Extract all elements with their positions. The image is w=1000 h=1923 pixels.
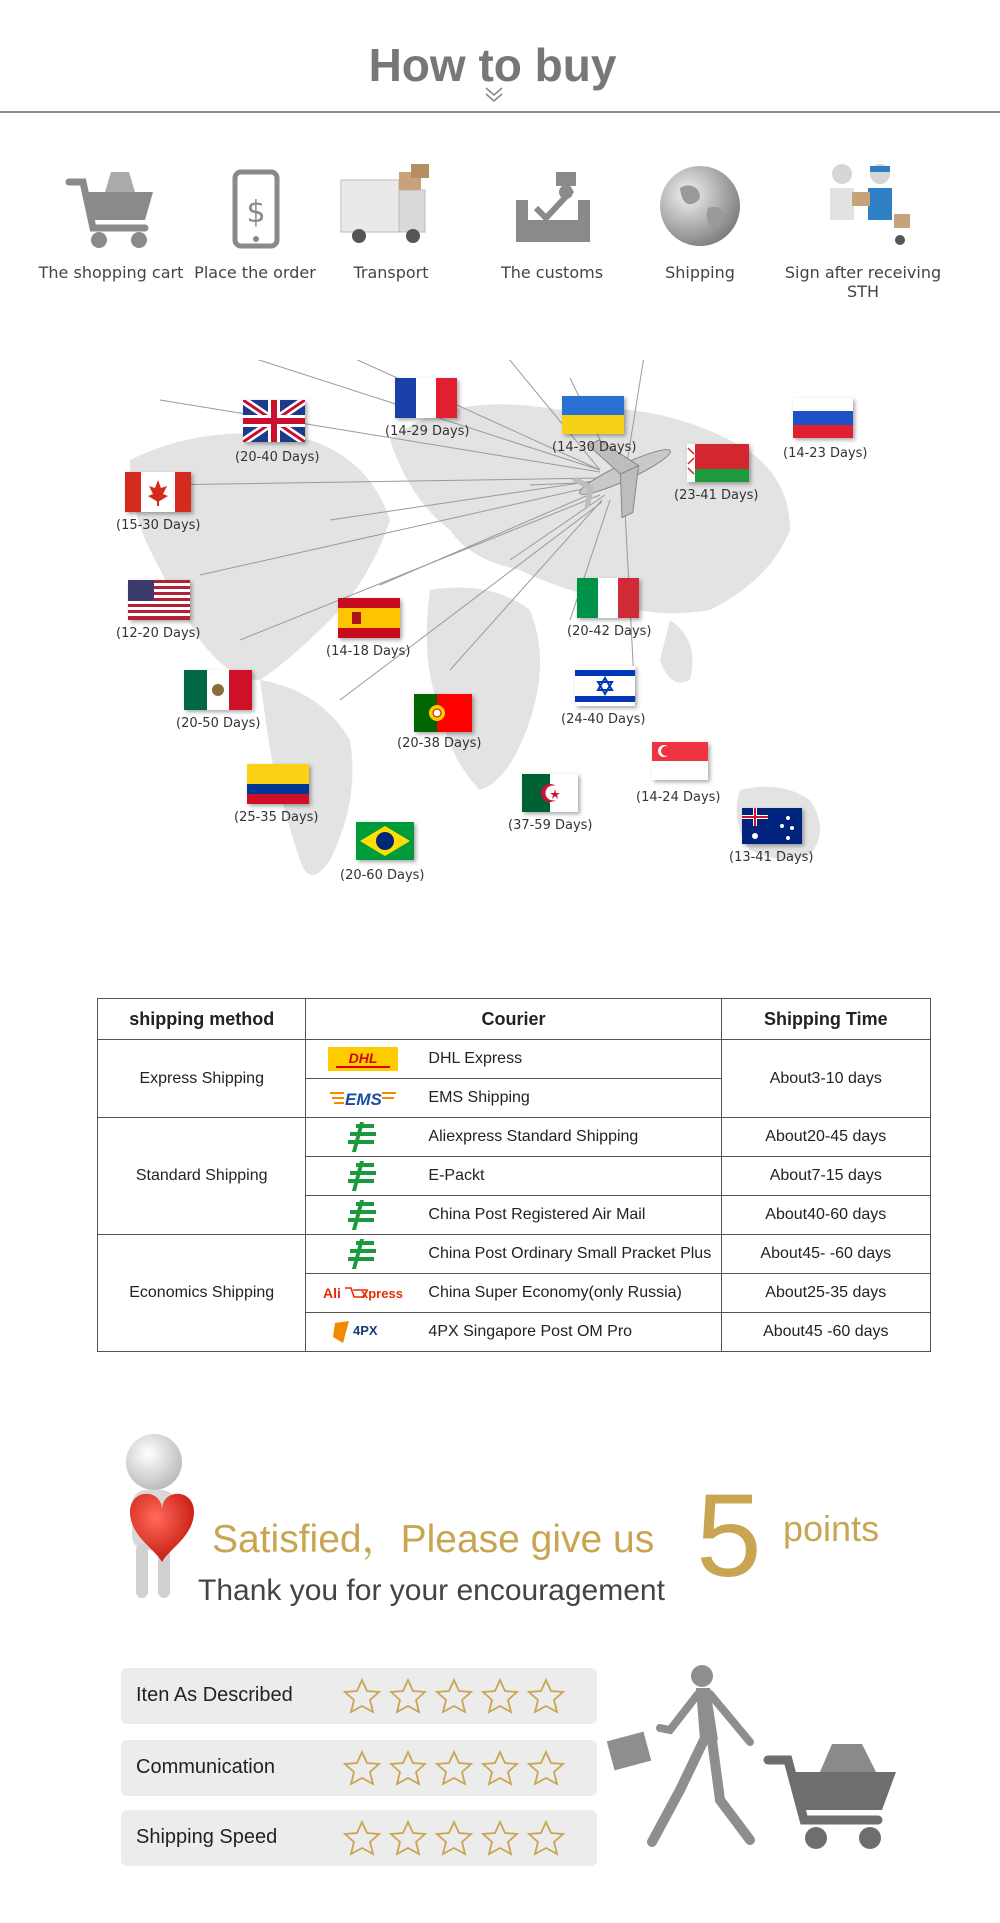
rating-item-described: Iten As Described [121, 1668, 597, 1724]
svg-text:$: $ [246, 195, 266, 230]
star-icon[interactable] [431, 1820, 477, 1856]
shipping-time: About3-10 days [721, 1040, 930, 1118]
shipping-time: About7-15 days [721, 1157, 930, 1196]
days-canada: (15-30 Days) [116, 518, 201, 533]
russia-flag-icon [793, 398, 853, 438]
customs-icon [502, 160, 602, 256]
colombia-flag-icon [247, 764, 309, 804]
dhl-logo [318, 1047, 408, 1071]
courier-name: Aliexpress Standard Shipping [428, 1128, 639, 1145]
purchase-steps [0, 160, 1000, 300]
table-header-row [98, 999, 931, 1040]
column-header: Courier [306, 999, 721, 1040]
china-post-logo [318, 1161, 408, 1191]
usa-flag-icon [128, 580, 190, 620]
china-post-logo [318, 1239, 408, 1269]
4px-logo [318, 1319, 408, 1345]
shipping-method: Standard Shipping [98, 1118, 306, 1235]
portugal-flag-icon [414, 694, 472, 732]
days-russia: (14-23 Days) [783, 446, 868, 461]
header-divider [0, 111, 1000, 113]
star-rating[interactable] [339, 1820, 569, 1861]
shipping-time: About40-60 days [721, 1196, 930, 1235]
spain-flag-icon [338, 598, 400, 638]
courier-name: China Post Registered Air Mail [428, 1206, 646, 1223]
brazil-flag-icon [356, 822, 414, 860]
mexico-flag-icon [184, 670, 252, 710]
star-rating[interactable] [339, 1678, 569, 1719]
shipping-table [97, 998, 931, 1352]
days-france: (14-29 Days) [385, 424, 470, 439]
table-row [98, 1118, 931, 1157]
star-icon[interactable] [431, 1678, 477, 1714]
shipping-time: About45 -60 days [721, 1313, 930, 1352]
canada-flag-icon [125, 472, 191, 512]
globe-icon [650, 160, 750, 256]
star-icon[interactable] [385, 1678, 431, 1714]
star-rating[interactable] [339, 1750, 569, 1791]
figure-with-heart-icon [110, 1432, 210, 1612]
courier-name: China Post Ordinary Small Pracket Plus [428, 1245, 712, 1262]
step-shopping-cart: The shopping cart [26, 160, 196, 256]
feedback-points: points [783, 1508, 880, 1549]
days-belarus: (23-41 Days) [674, 488, 759, 503]
step-place-order: $ Place the order [170, 160, 340, 256]
courier-name: China Super Economy(only Russia) [428, 1284, 682, 1301]
shipping-time: About20-45 days [721, 1118, 930, 1157]
star-icon[interactable] [523, 1820, 569, 1856]
days-spain: (14-18 Days) [326, 644, 411, 659]
phone-dollar-icon [205, 160, 305, 256]
feedback-subline: Thank you for your encouragement [198, 1574, 665, 1607]
days-singapore: (14-24 Days) [636, 790, 721, 805]
days-ukraine: (14-30 Days) [552, 440, 637, 455]
star-icon[interactable] [385, 1820, 431, 1856]
chevron-down-icon [484, 86, 504, 104]
star-icon[interactable] [339, 1750, 385, 1786]
days-israel: (24-40 Days) [561, 712, 646, 727]
header [0, 0, 1000, 120]
svg-text:4PX: 4PX [353, 1323, 378, 1338]
italy-flag-icon [577, 578, 639, 618]
star-icon[interactable] [431, 1750, 477, 1786]
step-shipping: Shipping [615, 160, 785, 256]
days-mexico: (20-50 Days) [176, 716, 261, 731]
star-icon[interactable] [339, 1678, 385, 1714]
feedback-five: 5 [696, 1470, 762, 1602]
australia-flag-icon [742, 808, 802, 844]
courier-name: EMS Shipping [428, 1089, 530, 1106]
courier-name: 4PX Singapore Post OM Pro [428, 1323, 633, 1340]
china-post-logo [318, 1200, 408, 1230]
uk-flag-icon [243, 400, 305, 442]
column-header: Shipping Time [721, 999, 930, 1040]
days-algeria: (37-59 Days) [508, 818, 593, 833]
star-icon[interactable] [339, 1820, 385, 1856]
courier-name: DHL Express [428, 1050, 523, 1067]
step-sign: Sign after receiving STH [778, 160, 948, 256]
belarus-flag-icon [687, 444, 749, 482]
svg-text:Ali: Ali [323, 1285, 342, 1301]
rating-shipping-speed: Shipping Speed [121, 1810, 597, 1866]
svg-text:xpress: xpress [361, 1286, 404, 1301]
days-brazil: (20-60 Days) [340, 868, 425, 883]
china-post-logo [318, 1122, 408, 1152]
israel-flag-icon [575, 666, 635, 706]
days-uk: (20-40 Days) [235, 450, 320, 465]
star-icon[interactable] [477, 1678, 523, 1714]
days-australia: (13-41 Days) [729, 850, 814, 865]
svg-text:DHL: DHL [349, 1050, 378, 1066]
shipping-map [90, 360, 950, 900]
days-italy: (20-42 Days) [567, 624, 652, 639]
step-customs: The customs [467, 160, 637, 256]
days-colombia: (25-35 Days) [234, 810, 319, 825]
ems-logo [318, 1087, 408, 1109]
rating-communication: Communication [121, 1740, 597, 1796]
singapore-flag-icon [652, 742, 708, 780]
star-icon[interactable] [477, 1820, 523, 1856]
shipping-method: Economics Shipping [98, 1235, 306, 1352]
star-icon[interactable] [523, 1678, 569, 1714]
shopping-cart-icon [61, 160, 161, 256]
page-title: How to buy [368, 39, 617, 91]
aliexpress-logo [318, 1282, 408, 1304]
days-usa: (12-20 Days) [116, 626, 201, 641]
table-row [98, 1235, 931, 1274]
courier-name: E-Packt [428, 1167, 485, 1184]
table-row [98, 1040, 931, 1079]
step-transport: Transport [306, 160, 476, 256]
shipping-method: Express Shipping [98, 1040, 306, 1118]
column-header: shipping method [98, 999, 306, 1040]
ukraine-flag-icon [562, 396, 624, 434]
delivery-truck-icon [331, 160, 451, 256]
star-icon[interactable] [385, 1750, 431, 1786]
star-icon[interactable] [523, 1750, 569, 1786]
shipping-time: About25-35 days [721, 1274, 930, 1313]
svg-text:EMS: EMS [345, 1090, 383, 1109]
days-portugal: (20-38 Days) [397, 736, 482, 751]
shipping-time: About45- -60 days [721, 1235, 930, 1274]
courier-handover-icon [808, 160, 918, 256]
algeria-flag-icon [522, 774, 578, 812]
star-icon[interactable] [477, 1750, 523, 1786]
shopper-with-cart-icon [600, 1660, 910, 1860]
feedback-headline: Satisfied，Please give us [212, 1518, 655, 1561]
france-flag-icon [395, 378, 457, 418]
